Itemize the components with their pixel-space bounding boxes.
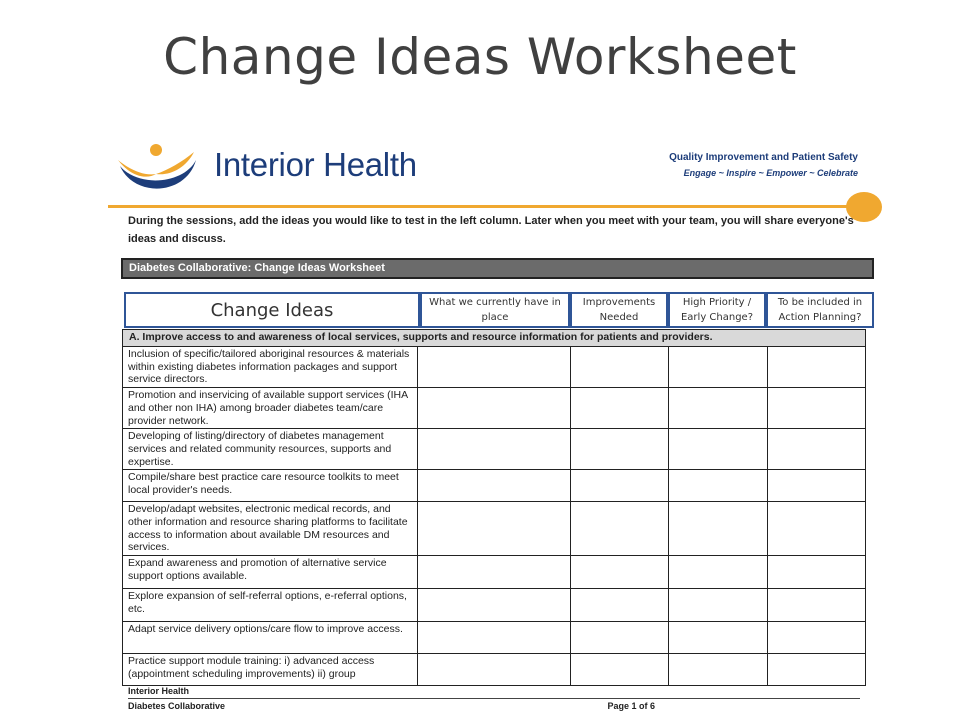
- improvements-cell[interactable]: [571, 470, 669, 502]
- improvements-cell[interactable]: [571, 654, 669, 686]
- current-cell[interactable]: [418, 470, 571, 502]
- improvements-cell[interactable]: [571, 556, 669, 589]
- action-planning-cell[interactable]: [768, 589, 866, 622]
- improvements-cell[interactable]: [571, 622, 669, 654]
- change-idea-cell: Adapt service delivery options/care flow to improve access.: [123, 622, 418, 654]
- current-cell[interactable]: [418, 347, 571, 388]
- change-idea-cell: Compile/share best practice care resource toolkits to meet local provider's needs.: [123, 470, 418, 502]
- header-rule: [108, 205, 870, 208]
- column-header-change-ideas: Change Ideas: [124, 292, 420, 328]
- worksheet-title-bar: Diabetes Collaborative: Change Ideas Worksheet: [121, 258, 874, 279]
- current-cell[interactable]: [418, 654, 571, 686]
- table-row: [123, 589, 866, 622]
- improvements-cell[interactable]: [571, 388, 669, 429]
- qi-block: [669, 152, 858, 178]
- table-row: [123, 388, 866, 429]
- action-planning-cell[interactable]: [768, 622, 866, 654]
- current-cell[interactable]: [418, 502, 571, 556]
- column-header-improvements: Improvements Needed: [570, 292, 668, 328]
- interior-health-logo: [116, 140, 200, 196]
- priority-cell[interactable]: [669, 347, 768, 388]
- table-row: [123, 470, 866, 502]
- action-planning-cell[interactable]: [768, 347, 866, 388]
- improvements-cell[interactable]: [571, 589, 669, 622]
- column-header-current: What we currently have in place: [420, 292, 570, 328]
- column-header-action-planning: To be included in Action Planning?: [766, 292, 874, 328]
- change-idea-cell: Inclusion of specific/tailored aboriginal resources & materials within existing diabetes information packages and support service directors.: [123, 347, 418, 388]
- action-planning-cell[interactable]: [768, 556, 866, 589]
- slide-title: Change Ideas Worksheet: [163, 28, 797, 86]
- footer-program: Diabetes Collaborative: [128, 701, 226, 711]
- action-planning-cell[interactable]: [768, 502, 866, 556]
- current-cell[interactable]: [418, 556, 571, 589]
- priority-cell[interactable]: [669, 622, 768, 654]
- page-footer: [128, 686, 860, 711]
- action-planning-cell[interactable]: [768, 388, 866, 429]
- change-ideas-table: [122, 329, 866, 686]
- priority-cell[interactable]: [669, 429, 768, 470]
- change-idea-cell: Develop/adapt websites, electronic medical records, and other information and resource sharing platforms to facilitate access to information about available DM resources and services.: [123, 502, 418, 556]
- qi-title: Quality Improvement and Patient Safety: [669, 152, 858, 163]
- current-cell[interactable]: [418, 622, 571, 654]
- action-planning-cell[interactable]: [768, 470, 866, 502]
- current-cell[interactable]: [418, 429, 571, 470]
- change-idea-cell: Developing of listing/directory of diabetes management services and related community resources, supports and expertise.: [123, 429, 418, 470]
- section-row: [123, 330, 866, 347]
- intro-text: During the sessions, add the ideas you would like to test in the left column. Later when you meet with your team, you will share everyone's ideas and discuss.: [128, 215, 854, 245]
- table-row: [123, 556, 866, 589]
- footer-line: [128, 699, 860, 711]
- table-row: [123, 347, 866, 388]
- action-planning-cell[interactable]: [768, 654, 866, 686]
- priority-cell[interactable]: [669, 388, 768, 429]
- brand-name: Interior Health: [214, 146, 417, 183]
- priority-cell[interactable]: [669, 470, 768, 502]
- priority-cell[interactable]: [669, 556, 768, 589]
- change-idea-cell: Expand awareness and promotion of alternative service support options available.: [123, 556, 418, 589]
- table-row: [123, 654, 866, 686]
- action-planning-cell[interactable]: [768, 429, 866, 470]
- change-idea-cell: Promotion and inservicing of available support services (IHA and other non IHA) among broader diabetes team/care provider network.: [123, 388, 418, 429]
- priority-cell[interactable]: [669, 654, 768, 686]
- footer-page-number: Page 1 of 6: [607, 701, 655, 711]
- footer-org: Interior Health: [128, 686, 860, 699]
- section-heading: A. Improve access to and awareness of local services, supports and resource information for patients and providers.: [123, 330, 866, 347]
- qi-tagline: Engage ~ Inspire ~ Empower ~ Celebrate: [683, 168, 858, 178]
- priority-cell[interactable]: [669, 502, 768, 556]
- change-idea-cell: Explore expansion of self-referral options, e-referral options, etc.: [123, 589, 418, 622]
- current-cell[interactable]: [418, 589, 571, 622]
- priority-cell[interactable]: [669, 589, 768, 622]
- improvements-cell[interactable]: [571, 429, 669, 470]
- table-row: [123, 502, 866, 556]
- table-row: [123, 622, 866, 654]
- table-row: [123, 429, 866, 470]
- change-idea-cell: Practice support module training: i) advanced access (appointment scheduling improvements) ii) group: [123, 654, 418, 686]
- improvements-cell[interactable]: [571, 347, 669, 388]
- column-header-priority: High Priority / Early Change?: [668, 292, 766, 328]
- improvements-cell[interactable]: [571, 502, 669, 556]
- current-cell[interactable]: [418, 388, 571, 429]
